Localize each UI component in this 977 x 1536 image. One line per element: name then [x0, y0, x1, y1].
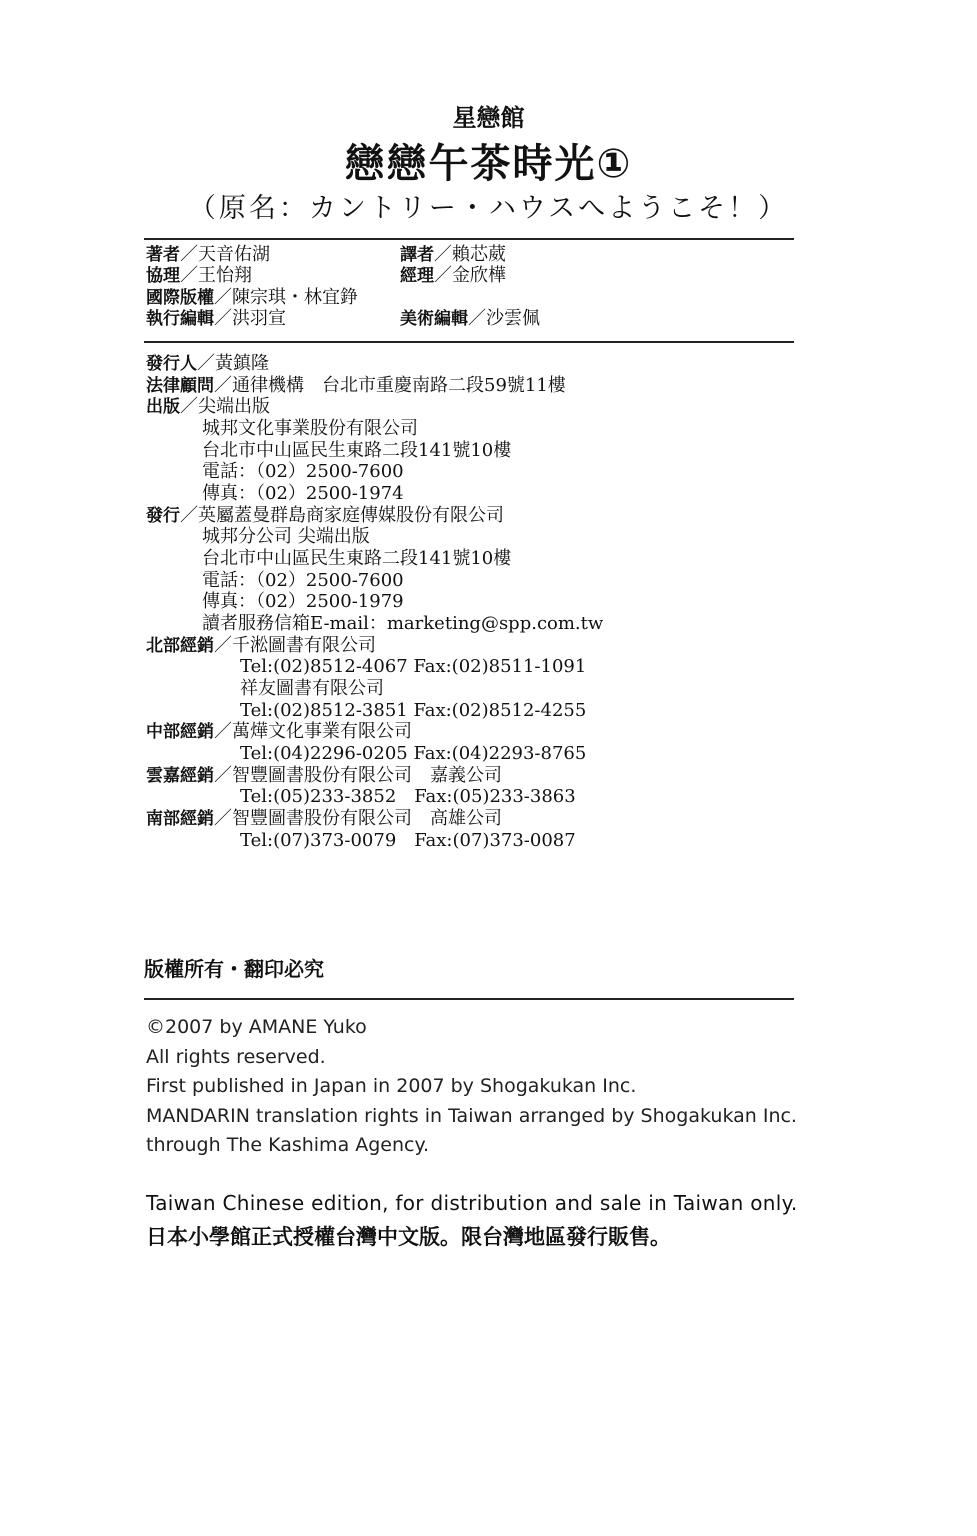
series-name: 星戀館: [452, 104, 525, 132]
divider-middle: [144, 341, 794, 343]
credit-translator: 譯者／賴芯葳: [400, 244, 506, 265]
dist-south-contact: Tel:(07)373-0079 Fax:(07)373-0087: [240, 830, 576, 851]
credit-art-editor: 美術編輯／沙雲佩: [400, 308, 540, 329]
dist-yunjia-contact: Tel:(05)233-3852 Fax:(05)233-3863: [240, 786, 576, 807]
dist-email: 讀者服務信箱E-mail：marketing@spp.com.tw: [202, 613, 604, 634]
copyright-line: ©2007 by AMANE Yuko: [146, 1016, 367, 1038]
dist-phone: 電話：（02）2500-7600: [202, 570, 404, 591]
dist-central: 中部經銷／萬燁文化事業有限公司: [146, 721, 412, 742]
agency-line: through The Kashima Agency.: [146, 1134, 430, 1156]
distribution: 發行／英屬蓋曼群島商家庭傳媒股份有限公司: [146, 505, 504, 526]
original-title: （原名：カントリー・ハウスへようこそ！）: [188, 193, 789, 224]
publisher-person: 發行人／黃鎮隆: [146, 353, 269, 374]
credit-rights: 國際版權／陳宗琪・林宜錚: [146, 287, 358, 308]
copyright-notice: 版權所有・翻印必究: [144, 957, 324, 981]
divider-top: [144, 238, 794, 240]
credit-author: 著者／天音佑湖: [146, 244, 270, 265]
credit-manager: 經理／金欣樺: [400, 265, 506, 286]
edition-chinese: 日本小學館正式授權台灣中文版。限台灣地區發行販售。: [146, 1225, 671, 1249]
credit-editor: 執行編輯／洪羽宣: [146, 308, 286, 329]
dist-central-contact: Tel:(04)2296-0205 Fax:(04)2293-8765: [240, 743, 587, 764]
dist-south: 南部經銷／智豐圖書股份有限公司 高雄公司: [146, 808, 502, 829]
edition-english: Taiwan Chinese edition, for distribution and sale in Taiwan only.: [146, 1191, 798, 1215]
rights-reserved: All rights reserved.: [146, 1046, 326, 1068]
pub-address: 台北市中山區民生東路二段141號10樓: [202, 440, 512, 461]
dist-fax: 傳真：（02）2500-1979: [202, 591, 404, 612]
first-published: First published in Japan in 2007 by Shogakukan Inc.: [146, 1075, 637, 1097]
dist-north-contact2: Tel:(02)8512-3851 Fax:(02)8512-4255: [240, 700, 587, 721]
dist-north-contact: Tel:(02)8512-4067 Fax:(02)8511-1091: [240, 656, 587, 677]
dist-north: 北部經銷／千淞圖書有限公司: [146, 635, 376, 656]
pub-company: 城邦文化事業股份有限公司: [202, 418, 418, 439]
dist-yunjia: 雲嘉經銷／智豐圖書股份有限公司 嘉義公司: [146, 765, 502, 786]
pub-fax: 傳真：（02）2500-1974: [202, 483, 404, 504]
publishing-house: 出版／尖端出版: [146, 396, 270, 417]
translation-rights: MANDARIN translation rights in Taiwan arranged by Shogakukan Inc.: [146, 1105, 797, 1127]
legal-counsel: 法律顧問／通律機構 台北市重慶南路二段59號11樓: [146, 375, 566, 396]
book-title: 戀戀午茶時光①: [344, 141, 633, 187]
divider-bottom: [144, 998, 794, 1000]
dist-branch: 城邦分公司 尖端出版: [202, 526, 370, 547]
dist-north-company2: 祥友圖書有限公司: [240, 678, 384, 699]
credit-assistant: 協理／王怡翔: [146, 265, 252, 286]
dist-address: 台北市中山區民生東路二段141號10樓: [202, 548, 512, 569]
pub-phone: 電話：（02）2500-7600: [202, 461, 404, 482]
